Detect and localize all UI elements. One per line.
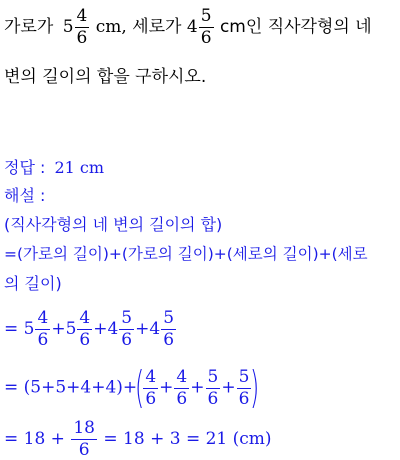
answer-line <box>4 155 104 178</box>
numerator: 5 <box>163 308 175 328</box>
equals-sign: = <box>4 377 19 398</box>
height-unit: cm인 <box>219 17 263 37</box>
explanation-line-1: (직사각형의 네 변의 길이의 합) <box>4 215 223 234</box>
fraction <box>174 366 189 409</box>
explanation-line-3: 의 길이) <box>4 274 62 293</box>
answer-value: 21 cm <box>54 158 105 177</box>
denominator: 6 <box>37 330 49 350</box>
whole-number-group: (5+5+4+4)+ <box>23 377 138 398</box>
plus-sign: + <box>135 319 150 339</box>
question-post: 직사각형의 네 <box>267 17 372 37</box>
question-line-1 <box>4 8 372 47</box>
numerator: 18 <box>73 418 95 438</box>
plus-sign: + <box>159 377 174 398</box>
numerator: 4 <box>176 366 188 387</box>
width-mixed-number <box>62 6 96 48</box>
fraction <box>35 310 50 349</box>
width-denominator: 6 <box>76 28 88 48</box>
equation-grouped <box>4 362 260 413</box>
width-numerator: 4 <box>76 6 88 26</box>
numerator: 4 <box>79 308 91 328</box>
question-line-2: 변의 길이의 합을 구하시오. <box>4 67 207 87</box>
left-paren: ( <box>135 362 145 413</box>
explanation-line-2: =(가로의 길이)+(가로의 길이)+(세로의 길이)+(세로 <box>4 245 368 263</box>
denominator: 6 <box>145 388 157 409</box>
numerator: 4 <box>37 308 49 328</box>
fraction <box>206 366 221 409</box>
denominator: 6 <box>238 388 250 409</box>
width-unit: cm, <box>95 17 127 37</box>
numerator: 5 <box>121 308 133 328</box>
fraction <box>71 420 97 459</box>
whole-number: 4 <box>107 319 119 339</box>
equation-result-part-1: = 18 + <box>4 429 65 449</box>
width-fraction <box>75 8 90 47</box>
denominator: 6 <box>121 330 133 350</box>
height-numerator: 5 <box>200 6 212 26</box>
equals-sign: = <box>4 319 19 339</box>
plus-sign: + <box>190 377 205 398</box>
denominator: 6 <box>79 330 91 350</box>
fraction <box>119 310 134 349</box>
plus-sign: + <box>221 377 236 398</box>
denominator: 6 <box>163 330 175 350</box>
height-denominator: 6 <box>200 28 212 48</box>
right-paren: ) <box>250 362 260 413</box>
answer-label: 정답 : <box>4 158 46 177</box>
plus-sign: + <box>93 319 108 339</box>
numerator: 4 <box>145 366 157 387</box>
fraction <box>77 310 92 349</box>
question-pre: 가로가 <box>4 17 54 37</box>
denominator: 6 <box>78 440 90 460</box>
numerator: 5 <box>207 366 219 387</box>
explanation-label: 해설 : <box>4 186 46 205</box>
whole-number: 5 <box>23 319 35 339</box>
height-mixed-number <box>186 6 220 48</box>
equation-result <box>4 420 272 459</box>
denominator: 6 <box>207 388 219 409</box>
equation-sum-mixed <box>4 310 177 349</box>
width-whole: 5 <box>62 17 74 37</box>
whole-number: 5 <box>65 319 77 339</box>
fraction <box>161 310 176 349</box>
question-mid: 세로가 <box>132 17 182 37</box>
height-whole: 4 <box>186 17 198 37</box>
numerator: 5 <box>238 366 250 387</box>
denominator: 6 <box>176 388 188 409</box>
height-fraction <box>199 8 214 47</box>
whole-number: 4 <box>149 319 161 339</box>
fraction <box>143 366 158 409</box>
plus-sign: + <box>51 319 66 339</box>
equation-result-part-2: = 18 + 3 = 21 (cm) <box>103 429 272 449</box>
